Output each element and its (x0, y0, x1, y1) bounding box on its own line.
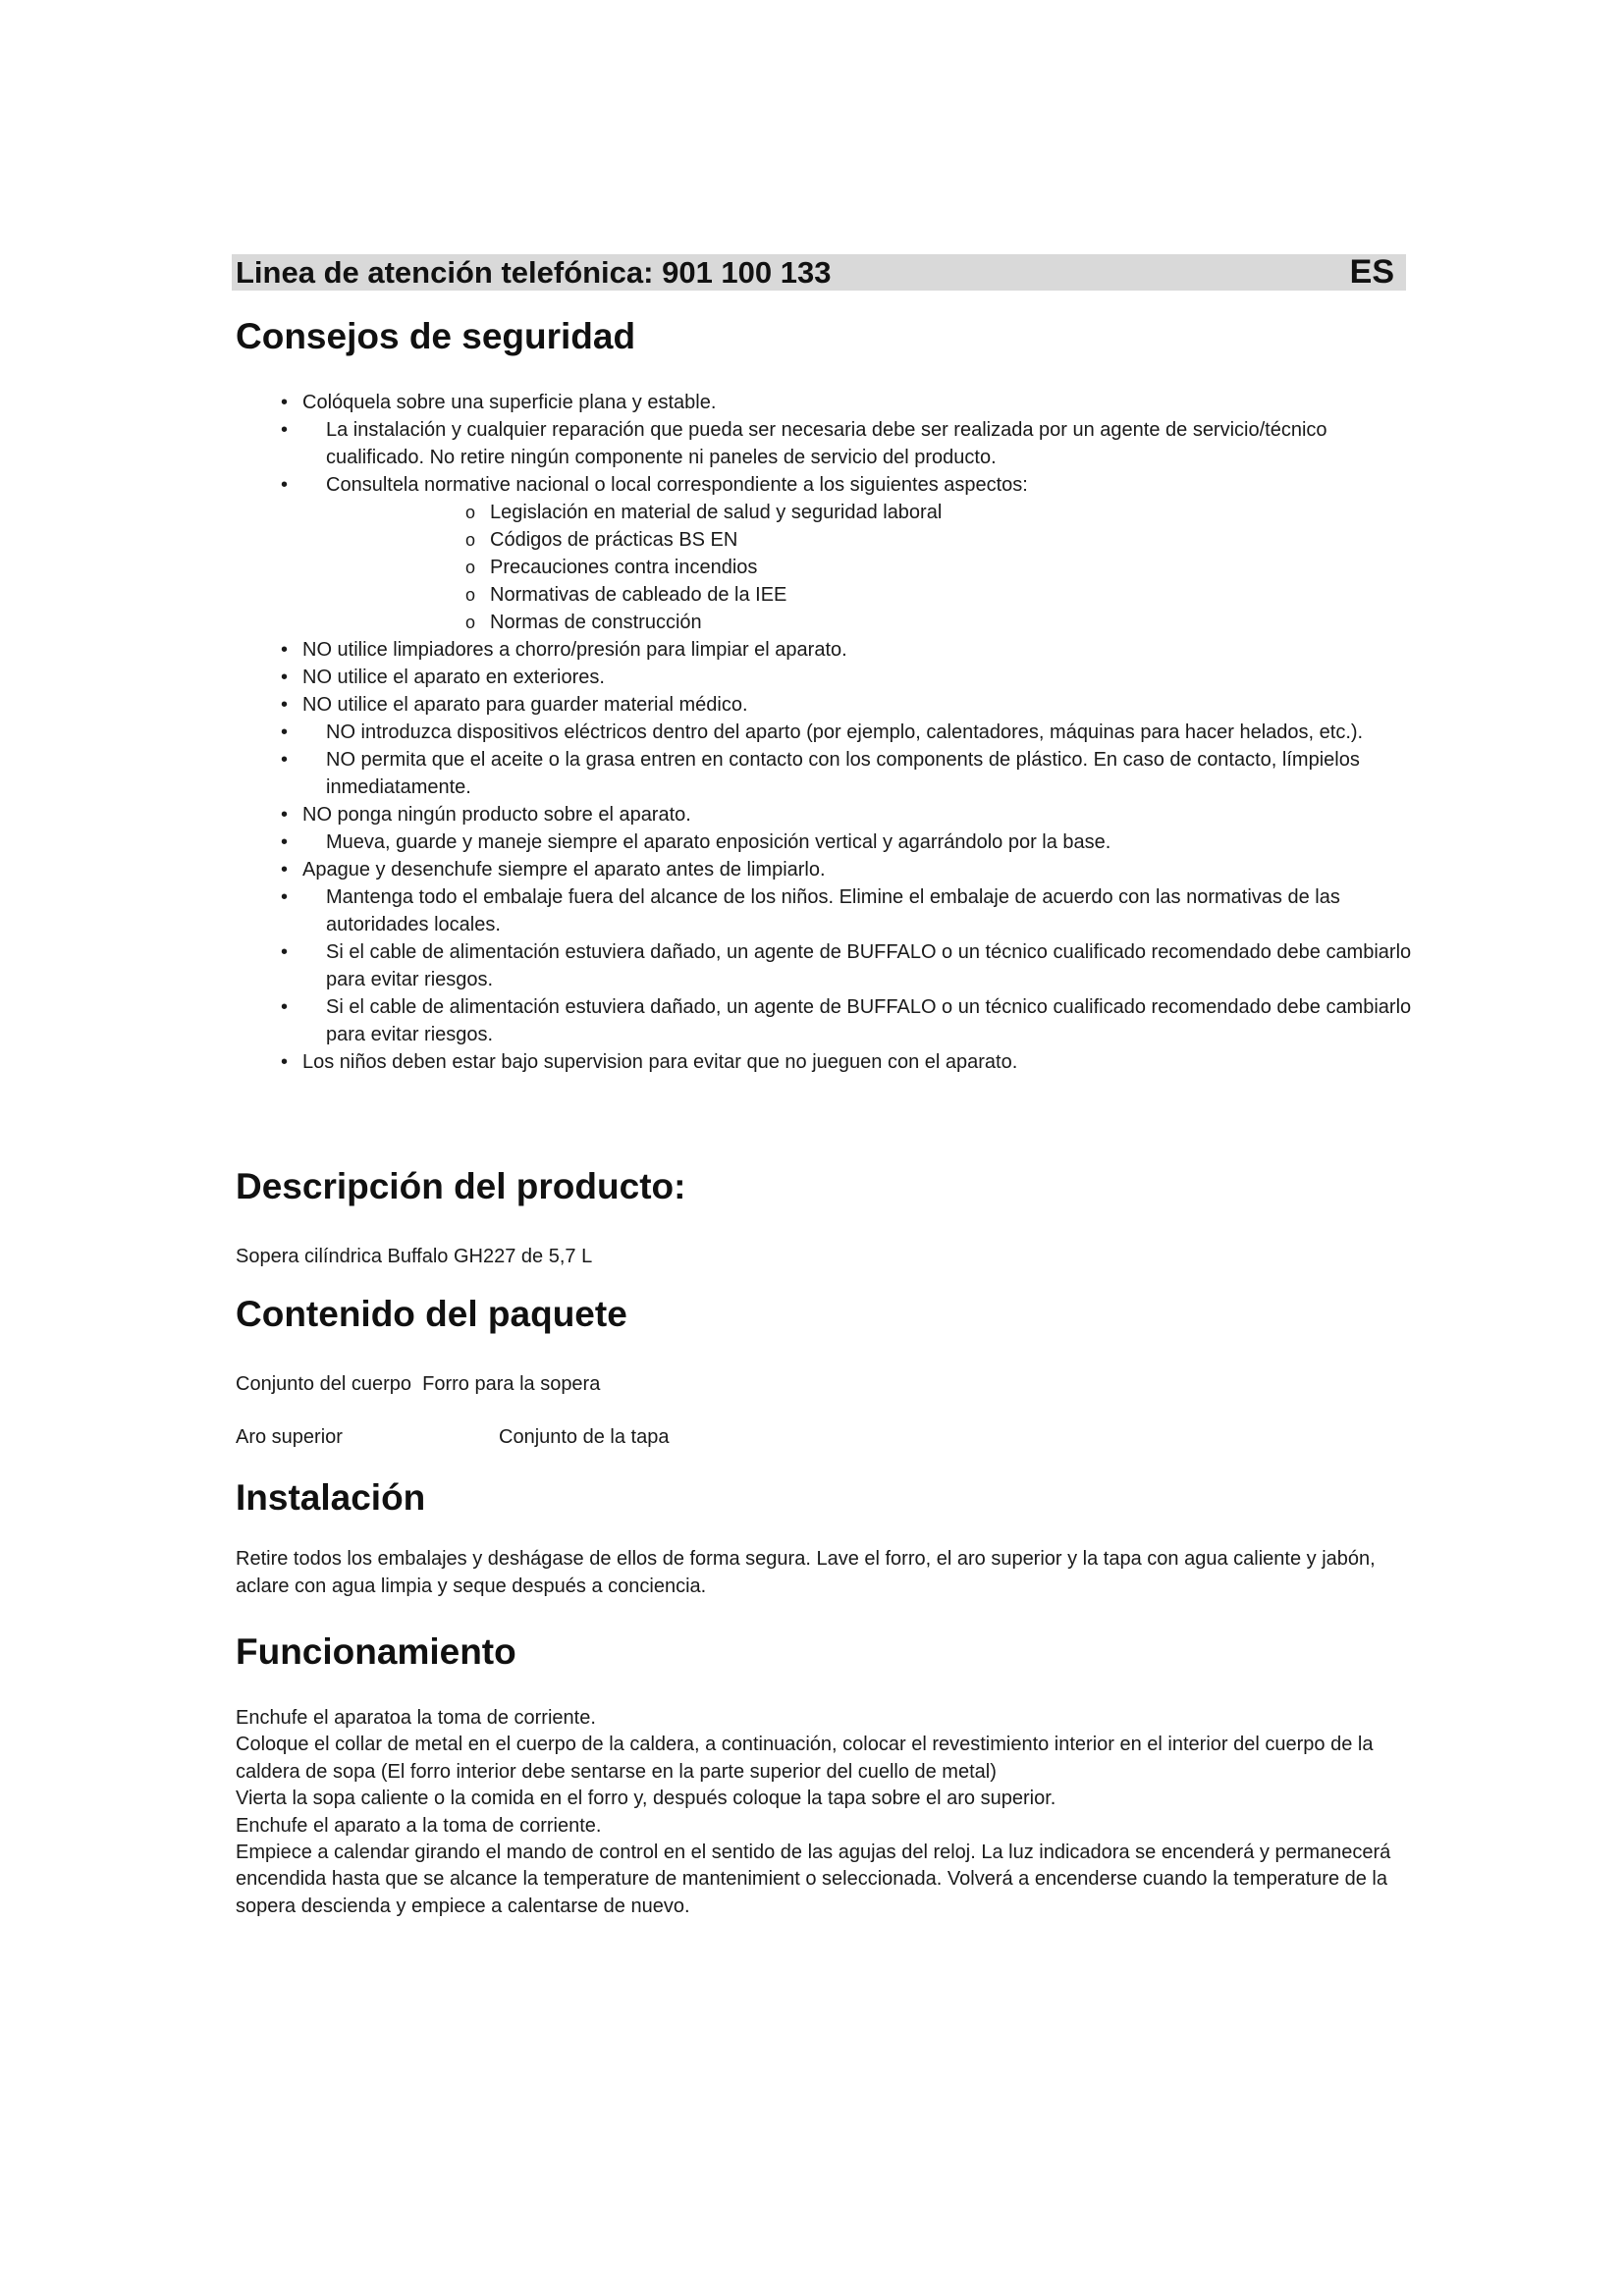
safety-item (236, 471, 1414, 636)
safety-list (236, 389, 1414, 1076)
contents-item: Conjunto del cuerpo (236, 1373, 412, 1395)
safety-item: • Mueva, guarde y maneje siempre el aparato enposición vertical y agarrándolo por la base. (236, 828, 1414, 856)
header-bar (232, 254, 1406, 291)
contents-row-2 (236, 1423, 1414, 1451)
operation-line: Empiece a calendar girando el mando de control en el sentido de las agujas del reloj. La luz indicadora se encenderá y permanecerá encendida hasta que se alcance la temperature de mantenimient o seleccionada. Volverá a encenderse cuando la temperature de la sopera descienda y empiece a calentarse de nuevo. (236, 1842, 1391, 1917)
safety-heading: Consejos de seguridad (236, 316, 636, 356)
contents-heading: Contenido del paquete (236, 1294, 627, 1334)
safety-item: • NO utilice el aparato para guarder material médico. (236, 691, 1414, 719)
safety-sub-item: o Normativas de cableado de la IEE (326, 581, 1414, 609)
hotline-text: Linea de atención telefónica: 901 100 133 (236, 255, 832, 290)
safety-item: • NO utilice el aparato en exteriores. (236, 664, 1414, 691)
contents-row-1 (236, 1370, 1414, 1398)
contents-item: Conjunto de la tapa (499, 1426, 670, 1448)
product-description: Sopera cilíndrica Buffalo GH227 de 5,7 L (236, 1246, 593, 1267)
operation-line: Vierta la sopa caliente o la comida en el forro y, después coloque la tapa sobre el aro superior. (236, 1788, 1056, 1810)
safety-sub-item: o Códigos de prácticas BS EN (326, 526, 1414, 554)
safety-item: • Colóquela sobre una superficie plana y estable. (236, 389, 1414, 416)
safety-item: • Apague y desenchufe siempre el aparato antes de limpiarlo. (236, 856, 1414, 883)
contents-item: Aro superior (236, 1426, 343, 1448)
safety-item: • NO introduzca dispositivos eléctricos dentro del aparto (por ejemplo, calentadores, máquinas para hacer helados, etc.). (236, 719, 1414, 746)
contents-row-2b (499, 1423, 669, 1451)
operation-line: Coloque el collar de metal en el cuerpo de la caldera, a continuación, colocar el revestimiento interior en el interior del cuerpo de la caldera de sopa (El forro interior debe sentarse en la parte superior del cuello de metal) (236, 1734, 1374, 1783)
language-code: ES (1349, 253, 1394, 291)
safety-item: • Si el cable de alimentación estuviera dañado, un agente de BUFFALO o un técnico cualificado recomendado debe cambiarlo para evitar riesgos. (236, 993, 1414, 1048)
safety-item: • NO ponga ningún producto sobre el aparato. (236, 801, 1414, 828)
safety-item: • Si el cable de alimentación estuviera dañado, un agente de BUFFALO o un técnico cualificado recomendado debe cambiarlo para evitar riesgos. (236, 938, 1414, 993)
operation-line: Enchufe el aparato a la toma de corriente. (236, 1814, 602, 1837)
safety-item: • La instalación y cualquier reparación que pueda ser necesaria debe ser realizada por un agente de servicio/técnico cualificado. No retire ningún componente ni paneles de servicio del producto. (236, 416, 1414, 471)
contents-item: Forro para la sopera (422, 1373, 601, 1395)
safety-item: • Mantenga todo el embalaje fuera del alcance de los niños. Elimine el embalaje de acuerdo con las normativas de las autoridades locales. (236, 883, 1414, 938)
operation-text (236, 1705, 1414, 1920)
safety-sub-item: o Normas de construcción (326, 609, 1414, 636)
safety-sub-item: o Precauciones contra incendios (326, 554, 1414, 581)
safety-item-text: Consultela normative nacional o local correspondiente a los siguientes aspectos: (326, 474, 1028, 496)
product-heading: Descripción del producto: (236, 1166, 686, 1206)
safety-sub-list (326, 499, 1414, 636)
safety-item: • NO permita que el aceite o la grasa entren en contacto con los components de plástico. En caso de contacto, límpielos inmediatamente. (236, 746, 1414, 801)
installation-heading: Instalación (236, 1477, 426, 1518)
safety-item: • NO utilice limpiadores a chorro/presión para limpiar el aparato. (236, 636, 1414, 664)
safety-item: • Los niños deben estar bajo supervision para evitar que no jueguen con el aparato. (236, 1048, 1414, 1076)
installation-text: Retire todos los embalajes y deshágase de ellos de forma segura. Lave el forro, el aro superior y la tapa con agua caliente y jabón, aclare con agua limpia y seque después a conciencia. (236, 1548, 1376, 1597)
operation-heading: Funcionamiento (236, 1631, 516, 1672)
safety-sub-item: o Legislación en material de salud y seguridad laboral (326, 499, 1414, 526)
operation-line: Enchufe el aparatoa la toma de corriente. (236, 1707, 596, 1729)
